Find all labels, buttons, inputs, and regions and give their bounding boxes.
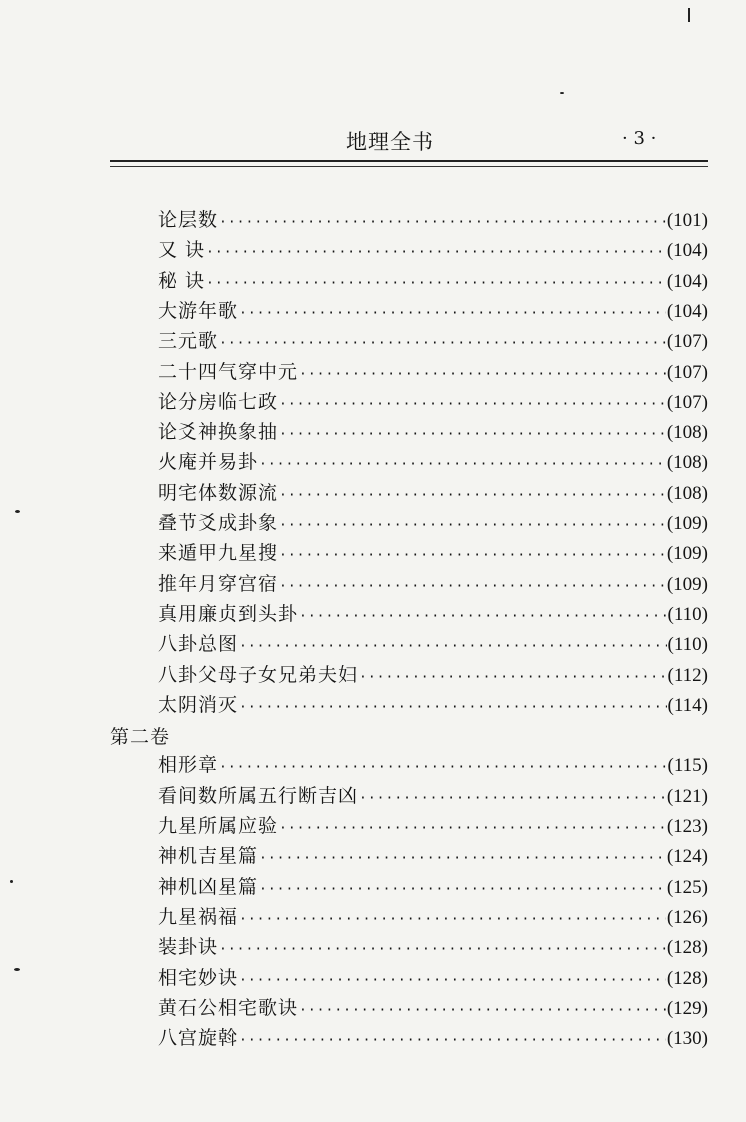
toc-entry-page: (125) — [666, 876, 708, 898]
toc-entry-page: (107) — [666, 391, 708, 413]
toc-entry — [158, 266, 708, 296]
toc-entry — [158, 660, 708, 690]
toc-entry — [158, 811, 708, 841]
dot-leader — [279, 579, 666, 594]
dot-leader — [206, 276, 666, 291]
dot-leader — [219, 215, 666, 230]
toc-entry — [158, 417, 708, 447]
toc-entry — [158, 690, 708, 720]
toc-entry-page: (108) — [666, 422, 708, 444]
toc-entry — [158, 599, 708, 629]
toc-entry-title: 又 诀 — [158, 239, 206, 262]
toc-entry-title: 来遁甲九星搜 — [158, 542, 279, 565]
toc-entry-title: 太阴消灭 — [158, 693, 239, 716]
book-title: 地理全书 — [346, 130, 434, 154]
dot-leader — [299, 1003, 666, 1018]
toc-entry-page: (104) — [666, 240, 708, 262]
toc-entry-title: 三元歌 — [158, 330, 219, 353]
toc-entry-page: (104) — [666, 270, 708, 292]
toc-entry — [158, 538, 708, 568]
toc-entry — [158, 841, 708, 871]
dot-leader — [359, 670, 667, 685]
dot-leader — [239, 973, 666, 988]
toc-entry-page: (104) — [666, 300, 708, 322]
toc-entry-page: (107) — [666, 331, 708, 353]
dot-leader — [239, 912, 666, 927]
toc-entry-title: 九星所属应验 — [158, 815, 279, 837]
toc-entry-title: 黄石公相宅歌诀 — [158, 996, 299, 1019]
toc-entry-title: 八宫旋斡 — [158, 1027, 239, 1050]
toc-entry-title: 神机凶星篇 — [158, 875, 259, 898]
dot-leader — [239, 306, 666, 321]
toc-entry-title: 叠节爻成卦象 — [158, 512, 279, 534]
toc-entry-title: 明宅体数源流 — [158, 481, 279, 504]
dot-leader — [206, 245, 666, 260]
toc-entry-page: (109) — [666, 513, 708, 534]
dot-leader — [219, 336, 666, 351]
toc-entry-page: (126) — [666, 906, 708, 928]
toc-entry — [158, 932, 708, 962]
section-heading: 第二卷 — [110, 726, 171, 749]
toc-entry — [158, 569, 708, 599]
toc-entry-page: (109) — [666, 543, 708, 565]
dot-leader — [299, 609, 667, 624]
toc-entry — [158, 993, 708, 1023]
dot-leader — [279, 518, 666, 533]
header-rule-thin — [110, 166, 708, 167]
toc-entry-title: 大游年歌 — [158, 299, 239, 322]
toc-entry-title: 神机吉星篇 — [158, 845, 259, 868]
toc-entry — [158, 750, 708, 780]
dot-leader — [259, 457, 666, 472]
toc-entry-title: 八卦总图 — [158, 633, 239, 656]
toc-entry-page: (110) — [667, 603, 708, 625]
toc-entry-page: (128) — [666, 937, 708, 959]
dot-leader — [239, 639, 667, 654]
toc-entry-page: (110) — [667, 634, 708, 656]
dot-leader — [279, 427, 666, 442]
page-number: · 3 · — [622, 128, 657, 149]
toc-entry-title: 看间数所属五行断吉凶 — [158, 784, 359, 807]
dot-leader — [219, 760, 667, 775]
toc-entry-page: (109) — [666, 573, 708, 595]
toc-entry — [158, 1023, 708, 1053]
toc-entry-title: 装卦诀 — [158, 936, 219, 959]
dot-leader — [259, 851, 666, 866]
dot-leader — [299, 367, 666, 382]
toc-entry-page: (123) — [666, 816, 708, 837]
toc-entry-title: 论分房临七政 — [158, 390, 279, 413]
dot-leader — [279, 397, 666, 412]
toc-entry — [158, 781, 708, 811]
toc-entry-page: (114) — [667, 694, 708, 716]
toc-entry-page: (130) — [666, 1028, 708, 1050]
toc-entry — [158, 357, 708, 387]
toc-entry-title: 真用廉贞到头卦 — [158, 602, 299, 625]
toc-entry — [158, 478, 708, 508]
dot-leader — [359, 791, 666, 806]
toc-entry — [158, 872, 708, 902]
header-rule-thick — [110, 160, 708, 162]
toc-entry-page: (107) — [666, 361, 708, 383]
dot-leader — [279, 821, 666, 836]
toc-entry-title: 八卦父母子女兄弟夫妇 — [158, 663, 359, 686]
toc-entry — [158, 296, 708, 326]
toc-entry — [158, 326, 708, 356]
toc-entry-page: (108) — [666, 452, 708, 474]
toc-entry-page: (124) — [666, 846, 708, 868]
toc-entry-title: 推年月穿宫宿 — [158, 572, 279, 595]
toc-entry-page: (112) — [667, 664, 708, 686]
dot-leader — [279, 548, 666, 563]
toc-entry — [158, 205, 708, 235]
toc-entry — [158, 235, 708, 265]
dot-leader — [219, 942, 666, 957]
page-header — [110, 126, 710, 158]
toc-entry-page: (101) — [666, 210, 708, 231]
toc-entry-page: (108) — [666, 482, 708, 504]
toc-entry — [158, 508, 708, 538]
toc-entry-page: (121) — [666, 785, 708, 807]
toc-entry — [158, 629, 708, 659]
toc-entry-page: (128) — [666, 967, 708, 989]
toc-entry — [158, 902, 708, 932]
toc-entry-title: 相宅妙诀 — [158, 966, 239, 989]
toc-entry-title: 九星祸福 — [158, 905, 239, 928]
toc-entry-title: 火庵并易卦 — [158, 451, 259, 474]
toc-entry-title: 论层数 — [158, 209, 219, 231]
toc-entry-title: 秘 诀 — [158, 269, 206, 292]
toc-entry — [158, 963, 708, 993]
dot-leader — [279, 488, 666, 503]
dot-leader — [239, 1033, 666, 1048]
dot-leader — [259, 882, 666, 897]
toc-entry-title: 二十四气穿中元 — [158, 360, 299, 383]
toc-entry-page: (115) — [667, 755, 708, 777]
toc-entry-title: 论爻神换象抽 — [158, 421, 279, 444]
toc-entry-page: (129) — [666, 997, 708, 1019]
toc-entry — [158, 447, 708, 477]
toc-entry-title: 相形章 — [158, 754, 219, 777]
dot-leader — [239, 700, 667, 715]
toc-entry — [158, 387, 708, 417]
